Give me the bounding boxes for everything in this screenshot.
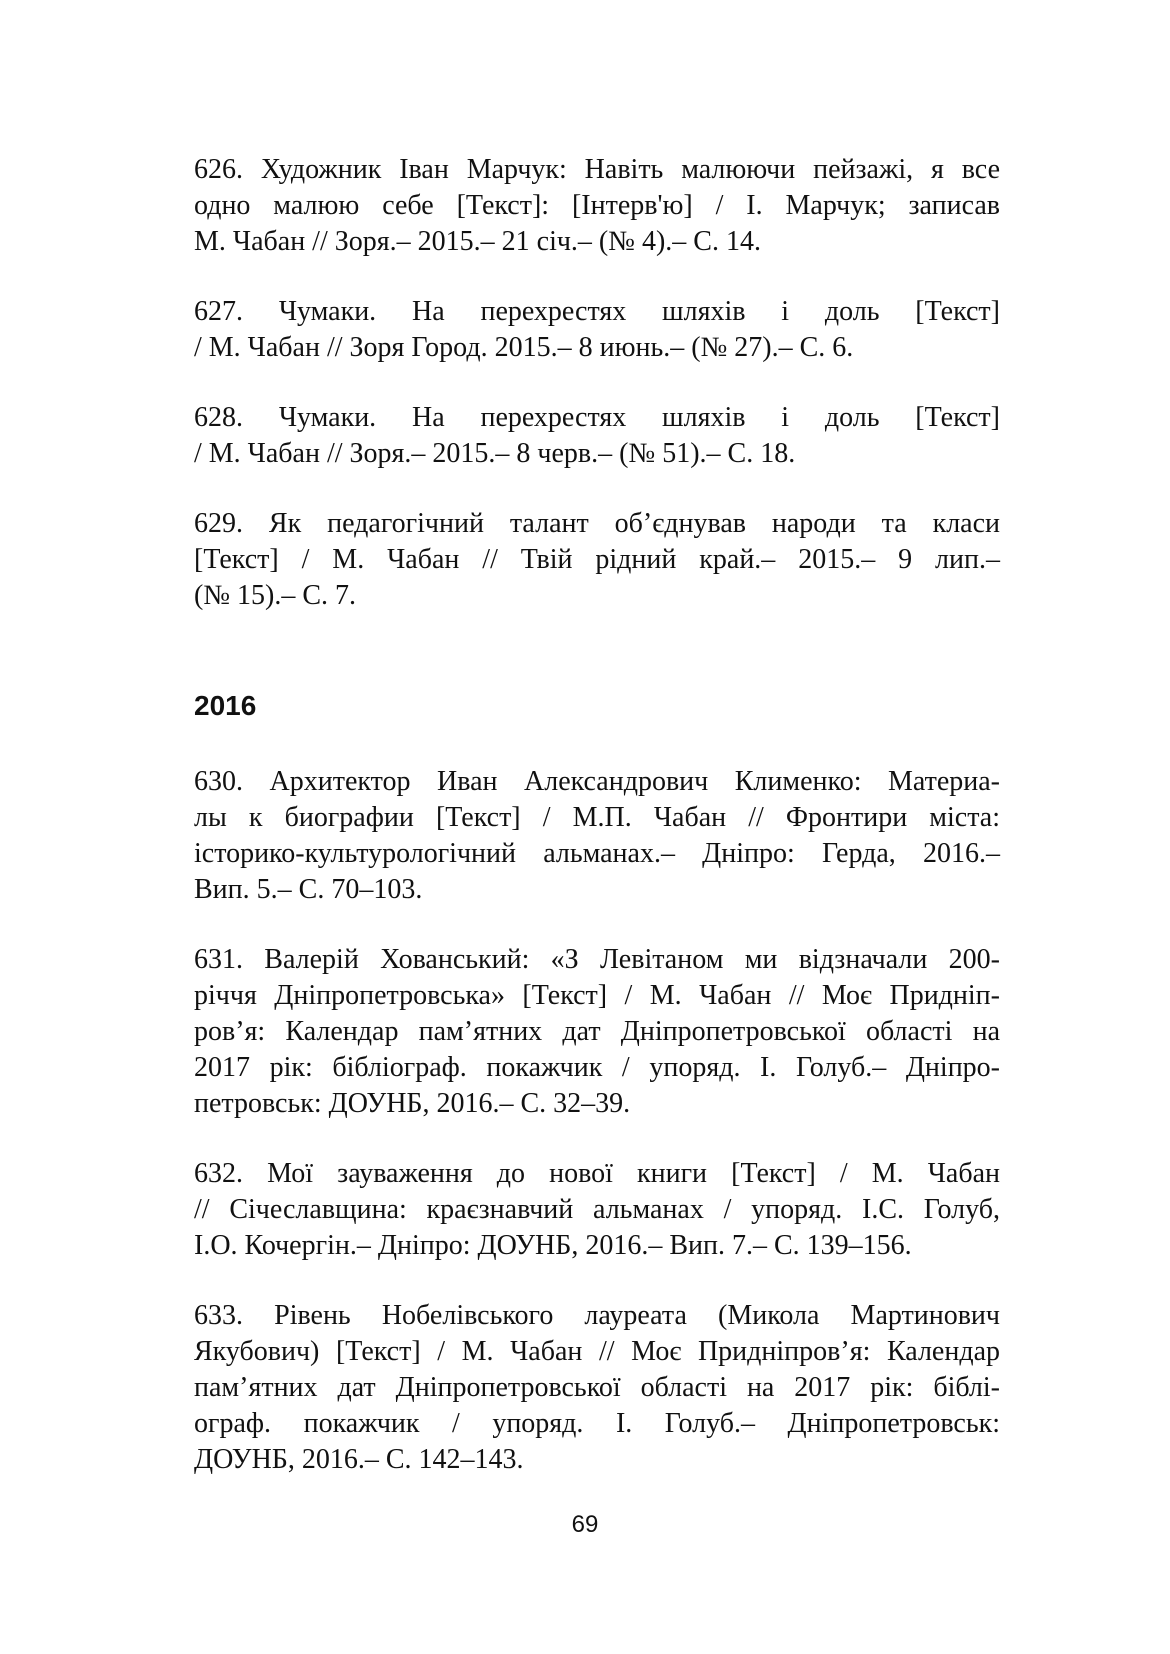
entry-line: Вип. 5.– С. 70–103. — [194, 874, 423, 905]
entry-line: 2017 рік: бібліограф. покажчик / упоряд. І. Голуб.– Дніпро- — [194, 1052, 1000, 1083]
bibliography-entry-630 — [194, 764, 1000, 908]
entry-line: // Січеславщина: краєзнавчий альманах / упоряд. І.С. Голуб, — [194, 1194, 1000, 1225]
entry-line: петровськ: ДОУНБ, 2016.– С. 32–39. — [194, 1088, 631, 1119]
bibliography-entry-628 — [194, 400, 1000, 472]
bibliography-entry-626 — [194, 152, 1000, 260]
entry-line: 633. Рівень Нобелівського лауреата (Микола Мартинович — [194, 1300, 1000, 1331]
entry-line: лы к биографии [Текст] / М.П. Чабан // Фронтири міста: — [194, 802, 1000, 833]
entry-line: пам’ятних дат Дніпропетровської області на 2017 рік: біблі- — [194, 1372, 1000, 1403]
entry-line: 630. Архитектор Иван Александрович Клименко: Материа- — [194, 766, 1000, 797]
bibliography-entry-632 — [194, 1156, 1000, 1264]
bibliography-entry-629 — [194, 506, 1000, 614]
entry-line: ДОУНБ, 2016.– С. 142–143. — [194, 1444, 524, 1475]
year-heading: 2016 — [194, 690, 257, 721]
page-content — [194, 152, 1000, 1512]
entry-line: 632. Мої зауваження до нової книги [Текст] / М. Чабан — [194, 1158, 1000, 1189]
entry-line: 627. Чумаки. На перехрестях шляхів і доль [Текст] — [194, 296, 1000, 327]
entry-line: 631. Валерій Хованський: «З Левітаном ми відзначали 200- — [194, 944, 1000, 975]
entry-line: / М. Чабан // Зоря.– 2015.– 8 черв.– (№ 51).– С. 18. — [194, 438, 796, 469]
bibliography-entry-633 — [194, 1298, 1000, 1478]
entry-line: 626. Художник Іван Марчук: Навіть малюючи пейзажі, я все — [194, 154, 1000, 185]
entries-2016-section — [194, 764, 1000, 1478]
entry-line: [Текст] / М. Чабан // Твій рідний край.– 2015.– 9 лип.– — [194, 544, 1000, 575]
entry-line: І.О. Кочергін.– Дніпро: ДОУНБ, 2016.– Вип. 7.– С. 139–156. — [194, 1230, 912, 1261]
entry-line: одно малюю себе [Текст]: [Інтерв'ю] / І. Марчук; записав — [194, 190, 1000, 221]
entry-line: (№ 15).– С. 7. — [194, 580, 357, 611]
page-number: 69 — [571, 1511, 599, 1538]
entry-line: 628. Чумаки. На перехрестях шляхів і доль [Текст] — [194, 402, 1000, 433]
entry-line: М. Чабан // Зоря.– 2015.– 21 січ.– (№ 4).– С. 14. — [194, 226, 761, 257]
entries-2015-section — [194, 152, 1000, 614]
entry-line: / М. Чабан // Зоря Город. 2015.– 8 июнь.– (№ 27).– С. 6. — [194, 332, 854, 363]
bibliography-entry-631 — [194, 942, 1000, 1122]
entry-line: ров’я: Календар пам’ятних дат Дніпропетровської області на — [194, 1016, 1000, 1047]
entry-line: річчя Дніпропетровська» [Текст] / М. Чабан // Моє Придніп- — [194, 980, 1000, 1011]
entry-line: історико-культурологічний альманах.– Дніпро: Герда, 2016.– — [194, 838, 1000, 869]
bibliography-entry-627 — [194, 294, 1000, 366]
entry-line: Якубович) [Текст] / М. Чабан // Моє Придніпров’я: Календар — [194, 1336, 1000, 1367]
entry-line: 629. Як педагогічний талант об’єднував народи та класи — [194, 508, 1000, 539]
entry-line: ограф. покажчик / упоряд. І. Голуб.– Дніпропетровськ: — [194, 1408, 1000, 1439]
